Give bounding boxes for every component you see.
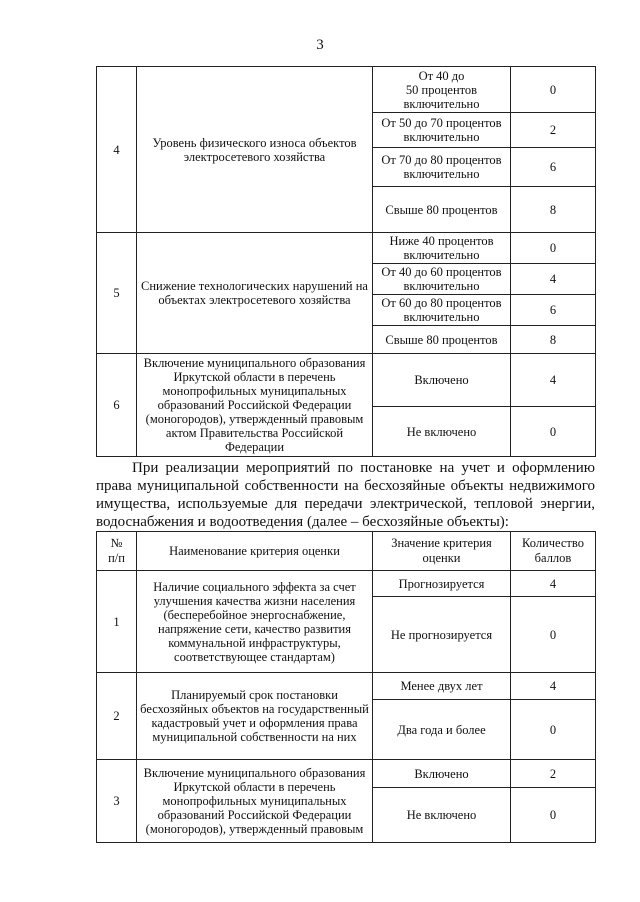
criterion-name: Планируемый срок постановки бесхозяйных объектов на государственный кадастровый учет и оформления права муниципальной собственности на них (137, 673, 373, 760)
header-score: Количество баллов (511, 532, 596, 571)
criterion-value: От 70 до 80 процентов включительно (373, 148, 511, 187)
header-value: Значение критерия оценки (373, 532, 511, 571)
table-row (97, 571, 596, 597)
table-row (97, 673, 596, 700)
criterion-score: 0 (511, 407, 596, 457)
criterion-value: Два года и более (373, 700, 511, 760)
criterion-value: От 40 до 60 процентов включительно (373, 264, 511, 295)
criterion-score: 0 (511, 700, 596, 760)
criterion-name: Снижение технологических нарушений на объектах электросетевого хозяйства (137, 233, 373, 354)
criterion-name: Включение муниципального образования Иркутской области в перечень монопрофильных муниципальных образований Российской Федерации (моногородов), утвержденный правовым актом Правительства Российской Федерации (137, 354, 373, 457)
criterion-value: Включено (373, 354, 511, 407)
criterion-value: Прогнозируется (373, 571, 511, 597)
row-number: 5 (97, 233, 137, 354)
criterion-score: 2 (511, 113, 596, 148)
criterion-score: 0 (511, 788, 596, 843)
criterion-score: 4 (511, 673, 596, 700)
criterion-name: Наличие социального эффекта за счет улучшения качества жизни населения (бесперебойное энергоснабжение, напряжение сети, качество развития коммунальной инфраструктуры, соответствующее стандартам) (137, 571, 373, 673)
table-row (97, 354, 596, 407)
criterion-score: 0 (511, 67, 596, 113)
criterion-score: 4 (511, 264, 596, 295)
header-number: № п/п (97, 532, 137, 571)
criterion-score: 0 (511, 597, 596, 673)
criterion-value: Не прогнозируется (373, 597, 511, 673)
criterion-score: 2 (511, 760, 596, 788)
criterion-score: 8 (511, 187, 596, 233)
criterion-value: Не включено (373, 788, 511, 843)
criterion-score: 6 (511, 148, 596, 187)
table-row (97, 67, 596, 113)
criterion-value: Менее двух лет (373, 673, 511, 700)
criterion-value: Ниже 40 процентов включительно (373, 233, 511, 264)
criterion-name: Включение муниципального образования Иркутской области в перечень монопрофильных муниципальных образований Российской Федерации (моногородов), утвержденный правовым (137, 760, 373, 843)
criterion-value: Свыше 80 процентов (373, 187, 511, 233)
criterion-name: Уровень физического износа объектов электросетевого хозяйства (137, 67, 373, 233)
row-number: 1 (97, 571, 137, 673)
criterion-score: 4 (511, 571, 596, 597)
criterion-value: Свыше 80 процентов (373, 326, 511, 354)
body-paragraph: При реализации мероприятий по постановке на учет и оформлению права муниципальной собственности на бесхозяйные объекты недвижимого имущества, используемые для передачи электрической, тепловой энергии, водоснабжения и водоотведения (далее – бесхозяйные объекты): (96, 460, 595, 530)
criteria-table-continued (96, 66, 596, 457)
criterion-score: 4 (511, 354, 596, 407)
row-number: 3 (97, 760, 137, 843)
table-row (97, 233, 596, 264)
criterion-score: 0 (511, 233, 596, 264)
row-number: 4 (97, 67, 137, 233)
criterion-value: Не включено (373, 407, 511, 457)
criterion-value: От 40 до 50 процентов включительно (373, 67, 511, 113)
criterion-value: От 50 до 70 процентов включительно (373, 113, 511, 148)
table-header-row (97, 532, 596, 571)
page-number: 3 (316, 37, 324, 53)
criterion-value: Включено (373, 760, 511, 788)
row-number: 6 (97, 354, 137, 457)
table-row (97, 760, 596, 788)
criterion-value: От 60 до 80 процентов включительно (373, 295, 511, 326)
header-criterion: Наименование критерия оценки (137, 532, 373, 571)
row-number: 2 (97, 673, 137, 760)
criteria-table-ownerless-objects (96, 531, 596, 843)
criterion-score: 6 (511, 295, 596, 326)
criterion-score: 8 (511, 326, 596, 354)
